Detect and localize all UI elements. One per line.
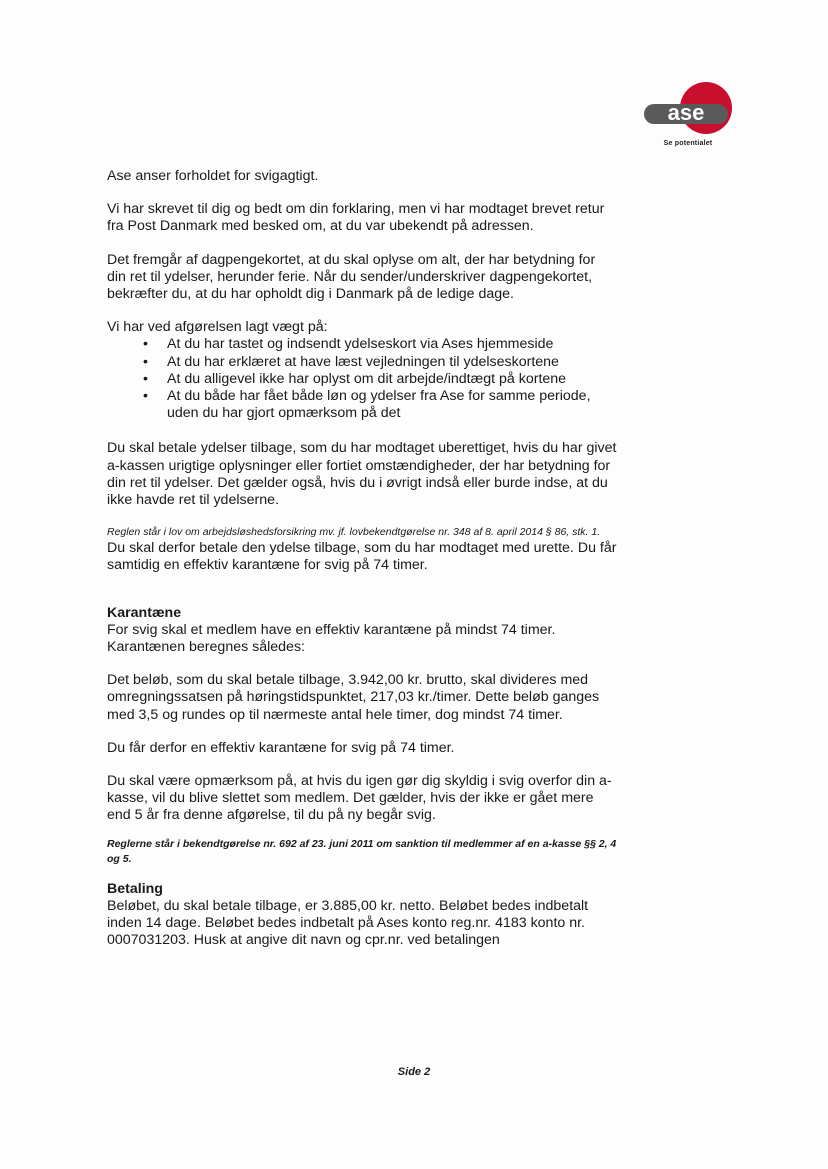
ase-logo: [640, 82, 736, 152]
repayment-paragraph: Du skal betale ydelser tilbage, som du har modtaget uberettiget, hvis du har givet a-kassen urigtige oplysninger eller fortiet omstændigheder, der har betydning for din ret til ydelser. Det gælder også, hvis du i øvrigt indså eller burde indse, at du ikke havde ret til ydelserne.: [107, 440, 617, 509]
list-item: • At du både har fået både løn og ydelser fra Ase for samme periode, uden du har gjort opmærksom på det: [167, 388, 617, 422]
karantaene-result: Du får derfor en effektiv karantæne for svig på 74 timer.: [107, 739, 455, 756]
karantaene-intro: For svig skal et medlem have en effektiv karantæne på mindst 74 timer. Karantænen beregnes således:: [107, 621, 556, 656]
rule-note-sanction: Reglerne står i bekendtgørelse nr. 692 af 23. juni 2011 om sanktion til medlemmer af en a-kasse §§ 2, 4 og 5.: [107, 837, 617, 865]
dagpengekort-paragraph: Det fremgår af dagpengekortet, at du skal oplyse om alt, der har betydning for din ret til ydelser, herunder ferie. Når du sender/underskriver dagpengekortet, bekræfter du, at du har opholdt dig i Danmark på de ledige dage.: [107, 251, 596, 303]
karantaene-warning: Du skal være opmærksom på, at hvis du igen gør dig skyldig i svig overfor din a-kasse, vil du blive slettet som medlem. Det gælder, hvis der ikke er gået mere end 5 år fra denne afgørelse, til du på ny begår svig.: [107, 773, 612, 824]
list-item: • At du har tastet og indsendt ydelseskort via Ases hjemmeside: [167, 336, 617, 353]
ase-logo-mark: [640, 82, 736, 140]
decision-bullet-list: [107, 336, 617, 422]
explanation-paragraph: Vi har skrevet til dig og bedt om din forklaring, men vi har modtaget brevet retur fra Post Danmark med besked om, at du var ubekendt på adressen.: [107, 201, 605, 235]
list-item: • At du har erklæret at have læst vejledningen til ydelseskortene: [167, 354, 617, 371]
repayment-conclusion: Du skal derfor betale den ydelse tilbage, som du har modtaget med urette. Du får samtidig en effektiv karantæne for svig på 74 timer.: [107, 540, 617, 574]
intro-paragraph: Ase anser forholdet for svigagtigt.: [107, 168, 319, 184]
letter-body: [107, 168, 617, 966]
decision-intro: Vi har ved afgørelsen lagt vægt på:: [107, 319, 328, 336]
logo-wordmark: ase: [667, 100, 705, 125]
list-item: • At du alligevel ikke har oplyst om dit arbejde/indtægt på kortene: [167, 371, 617, 388]
logo-tagline: Se potentialet: [663, 140, 713, 147]
betaling-heading: Betaling: [107, 880, 163, 897]
rule-note-law: Reglen står i lov om arbejdsløshedsforsikring mv. jf. lovbekendtgørelse nr. 348 af 8. april 2014 § 86, stk. 1.: [107, 526, 601, 539]
page-number: Side 2: [397, 1066, 431, 1078]
karantaene-calculation: Det beløb, som du skal betale tilbage, 3.942,00 kr. brutto, skal divideres med omregningssatsen på høringstidspunktet, 217,03 kr./timer. Dette beløb ganges med 3,5 og rundes op til nærmeste antal hele timer, dog mindst 74 timer.: [107, 672, 600, 723]
betaling-paragraph: Beløbet, du skal betale tilbage, er 3.885,00 kr. netto. Beløbet bedes indbetalt inden 14 dage. Beløbet bedes indbetalt på Ases konto reg.nr. 4183 konto nr. 0007031203. Husk at angive dit navn og cpr.nr. ved betalingen: [107, 897, 589, 949]
karantaene-heading: Karantæne: [107, 604, 182, 621]
